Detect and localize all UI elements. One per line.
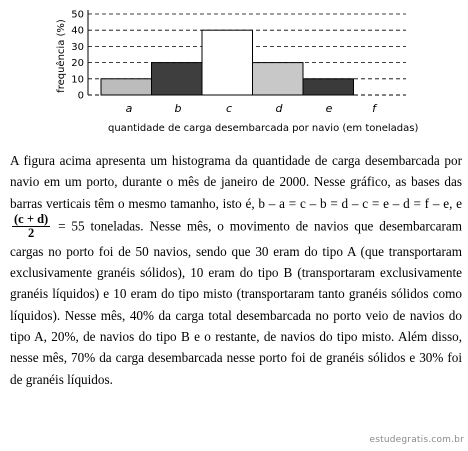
site-watermark: estudegratis.com.br [369,435,464,445]
bar-d-e [253,63,304,95]
x-tick-label-b: b [174,102,182,115]
bar-e-f [303,79,354,95]
y-tick-label-20: 20 [71,58,84,70]
bar-c-d [202,30,253,95]
x-axis-label: quantidade de carga desembarcada por navio (em toneladas) [108,123,419,134]
paragraph-part-2: = 55 toneladas. Nesse mês, o movimento de navios que desembarcaram cargas no porto foi de 50 navios, sendo que 30 eram do tipo A (que transportaram exclusivamente granéis sólidos), 10 eram do tipo B (transportaram exclusivamente granéis líquidos) e 10 eram do tipo misto (transportaram tanto granéis sólidos como líquidos). Nesse mês, 40% da carga total desembarcada no porto veio de navios do tipo A, 20%, de navios do tipo B e o restante, de navios do tipo misto. Além disso, nesse mês, 70% da carga desembarcada nesse porto foi de granéis sólidos e 30% foi de granéis líquidos. [10,218,463,387]
fraction-c-plus-d-over-2 [12,213,50,240]
bar-a-b [101,79,152,95]
fraction-denominator: 2 [27,225,35,240]
y-tick-label-0: 0 [77,90,84,102]
y-tick-label-40: 40 [71,25,84,37]
y-axis-label: frequência (%) [56,19,67,93]
y-tick-label-10: 10 [71,74,84,86]
paragraph-part-1: A figura acima apresenta um histograma da quantidade de carga desembarcada por navio em um porto, durante o mês de janeiro de 2000. Nesse gráfico, as bases das barras verticais têm o mesmo tamanho, isto é, b – a = c – b = d – c = e – d = f – e, e [10,153,462,211]
x-tick-label-c: c [225,102,233,115]
x-tick-label-f: f [372,102,376,115]
x-tick-label-e: e [325,102,333,115]
x-tick-label-a: a [125,102,133,115]
bar-b-c [152,63,203,95]
question-text [10,150,462,390]
x-tick-label-d: d [275,102,283,115]
y-tick-label-30: 30 [71,41,84,53]
fraction-numerator: (c + d) [14,211,49,226]
histogram-chart [0,0,468,145]
y-tick-label-50: 50 [71,9,84,21]
